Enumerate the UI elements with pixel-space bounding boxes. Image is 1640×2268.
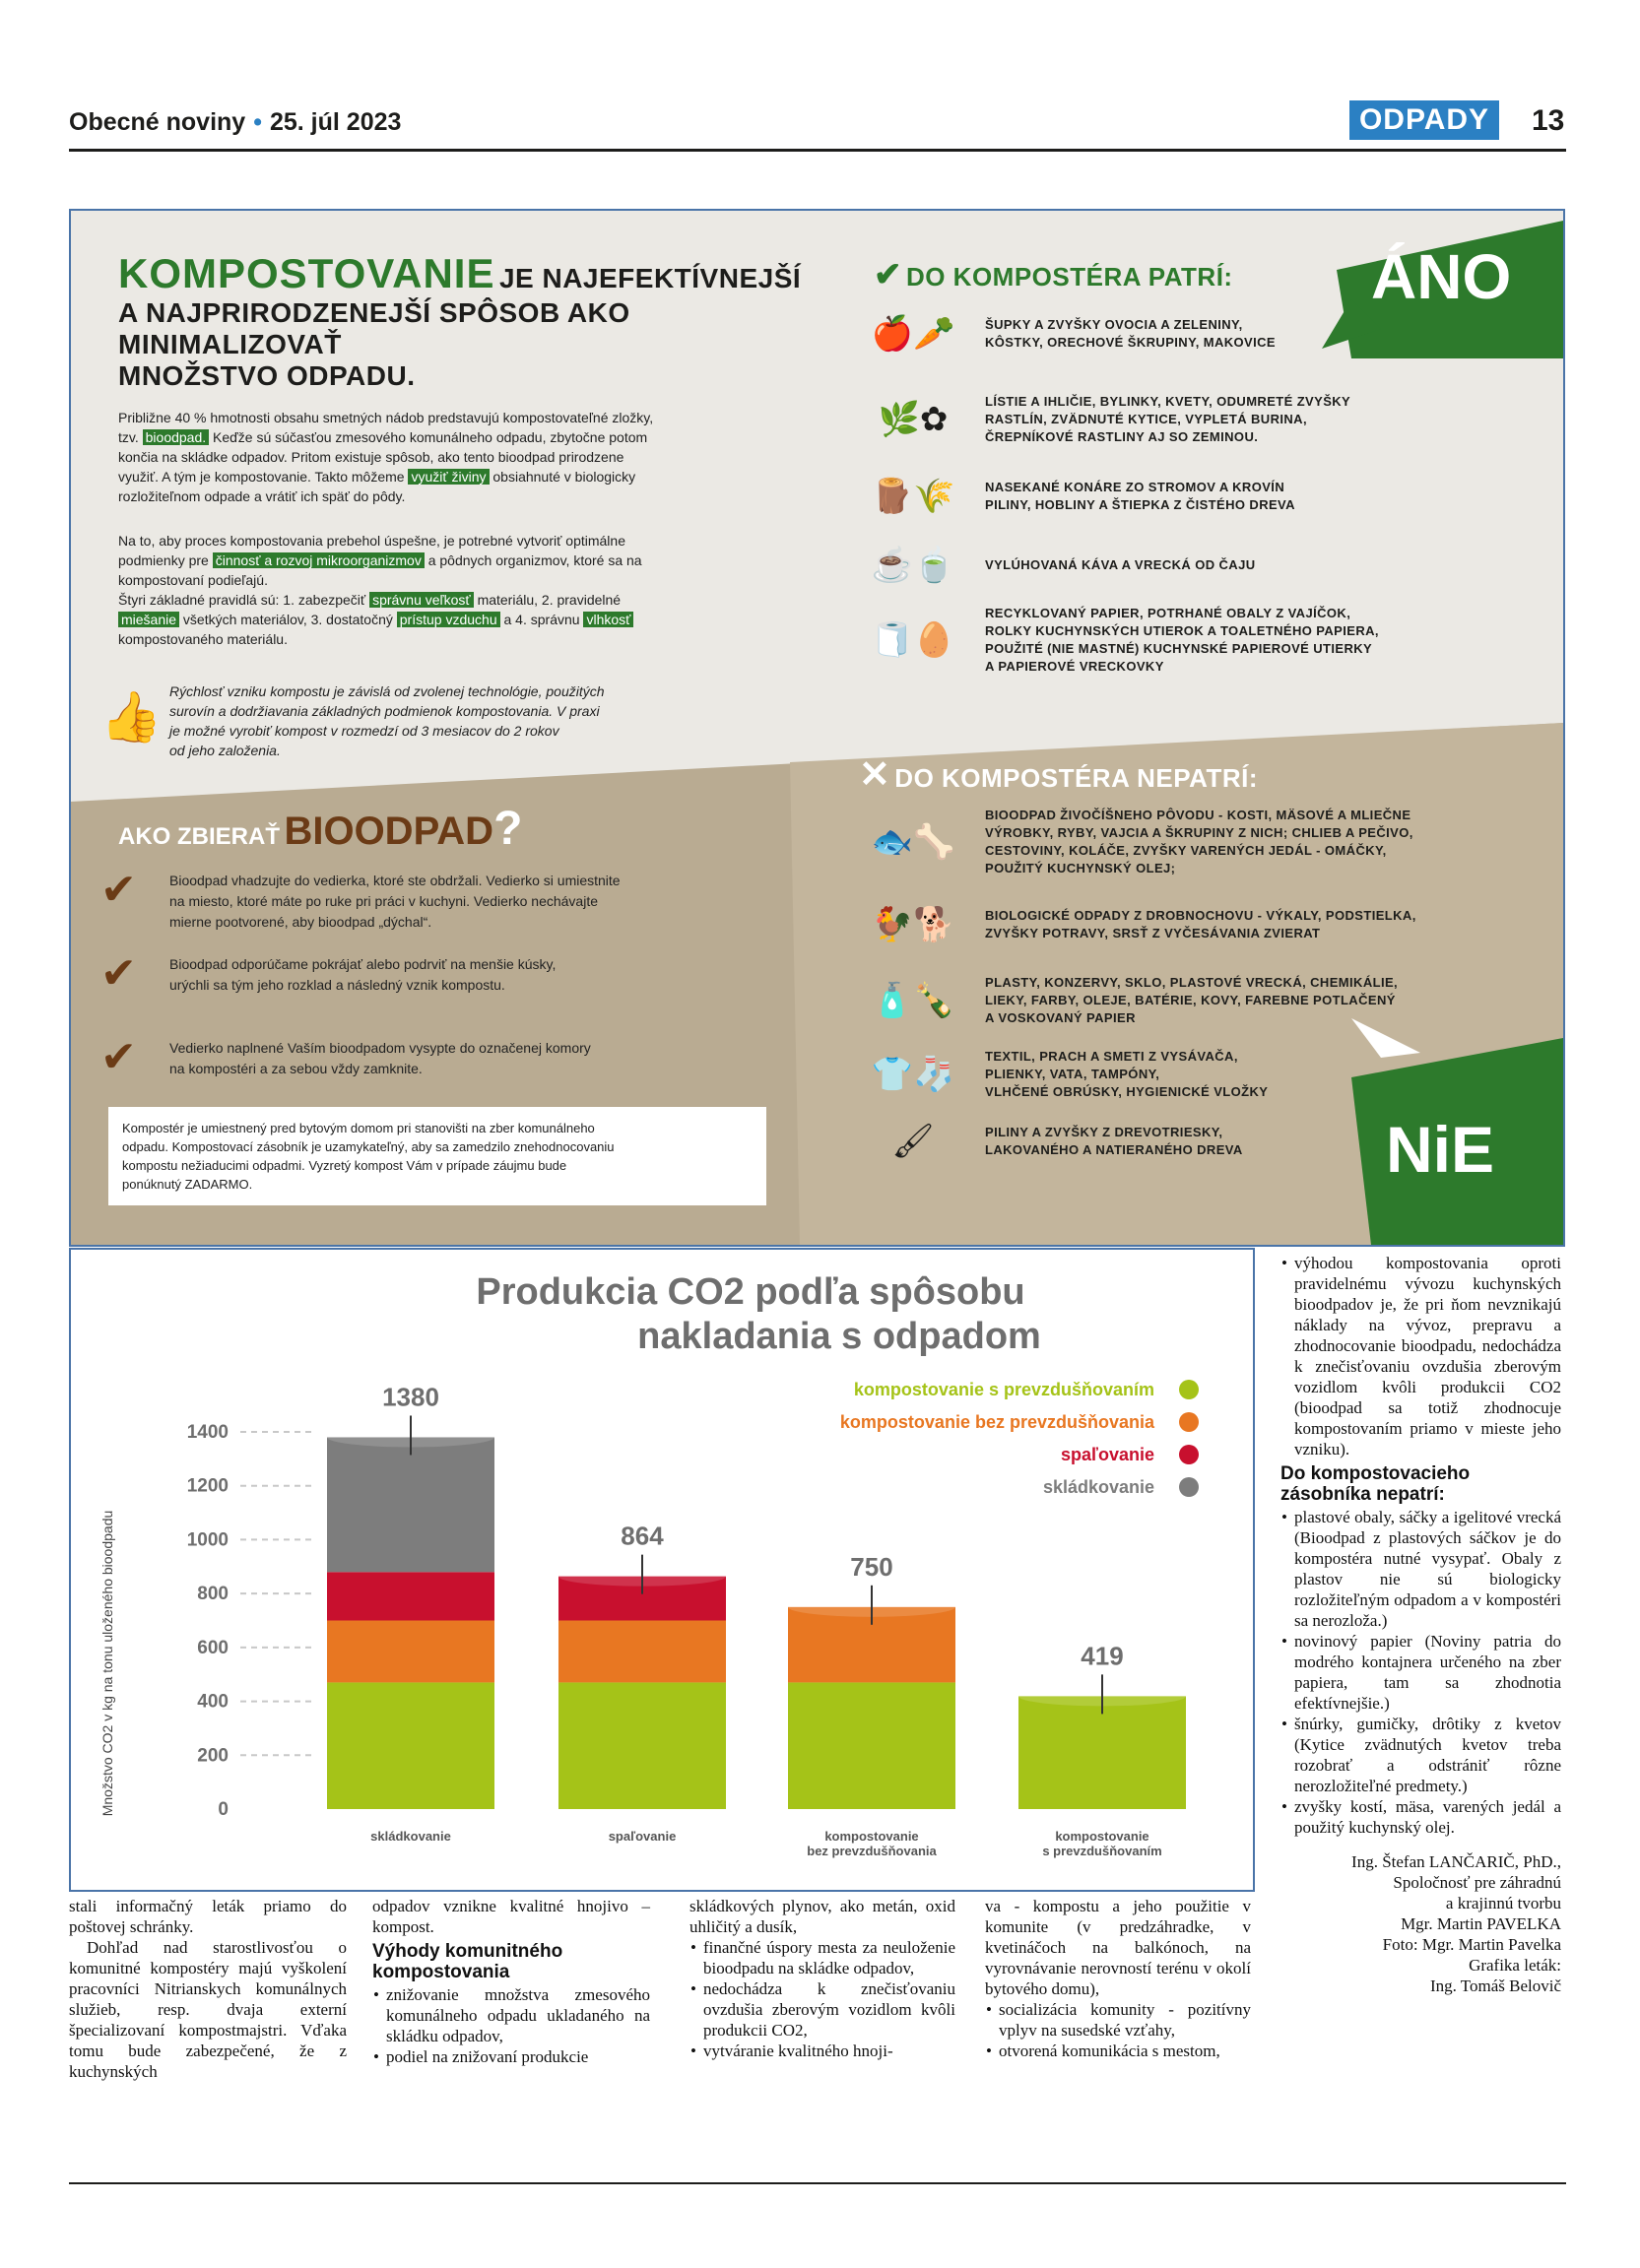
- nie-item-line: POUŽITÝ KUCHYNSKÝ OLEJ;: [985, 861, 1176, 875]
- rules-text: všetkých materiálov, 3. dostatočný: [182, 612, 393, 627]
- thumbs-up-icon: 👍: [100, 689, 163, 745]
- ano-item-line: PILINY, HOBLINY A ŠTIEPKA Z ČISTÉHO DREVA: [985, 497, 1295, 512]
- composter-note: [108, 1107, 766, 1205]
- title-line3: MNOŽSTVO ODPADU.: [118, 360, 416, 391]
- brown-check-icon: ✔: [100, 866, 137, 914]
- bar-segment: [558, 1682, 726, 1809]
- check-icon: ✔: [874, 256, 902, 293]
- bar-value-label: 1380: [382, 1382, 439, 1412]
- header-rule: [69, 149, 1566, 152]
- footer-rule: [69, 2182, 1566, 2184]
- article-paragraph: odpadov vznikne kvalitné hnojivo – kompost.: [372, 1897, 650, 1936]
- ano-item-line: POUŽITÉ (NIE MASTNÉ) KUCHYNSKÉ PAPIEROVÉ UTIERKY: [985, 641, 1373, 656]
- ano-item-line: ROLKY KUCHYNSKÝCH UTIEROK A TOALETNÉHO PAPIERA,: [985, 623, 1379, 638]
- ano-item-line: NASEKANÉ KONÁRE ZO STROMOV A KROVÍN: [985, 480, 1285, 494]
- highlight-vlhkost: vlhkosť: [583, 612, 633, 627]
- bars-group: [327, 1382, 1186, 1809]
- ano-item-text: [985, 393, 1350, 446]
- nie-heading: [859, 752, 1258, 797]
- article-bullet: • socializácia komunity - pozitívny vplyv na susedské vzťahy,: [999, 1999, 1251, 2041]
- nie-item-icon: 🖌: [891, 1123, 935, 1160]
- collect-rule-line: urýchli sa tým jeho rozklad a následný vznik kompostu.: [169, 977, 505, 993]
- rules-text: podmienky pre: [118, 552, 209, 568]
- thumb-text: je možné vyrobiť kompost v rozmedzí od 3 mesiacov do 2 rokov: [169, 723, 559, 739]
- rules-text: a pôdnych organizmov, ktoré sa na: [427, 552, 642, 568]
- ano-badge: ÁNO: [1371, 241, 1512, 312]
- collect-rule: [100, 949, 557, 998]
- nie-item-line: VÝROBKY, RYBY, VAJCIA A ŠKRUPINY Z NICH; CHLIEB A PEČIVO,: [985, 825, 1413, 840]
- bar-segment: [327, 1572, 494, 1620]
- nie-item: [859, 807, 1413, 877]
- title-kompostovanie: KOMPOSTOVANIE: [118, 250, 495, 296]
- ano-item-icon: 🧻🥚: [871, 621, 955, 659]
- nie-item-line: BIOLOGICKÉ ODPADY Z DROBNOCHOVU - VÝKALY, PODSTIELKA,: [985, 908, 1416, 923]
- collect-rule-line: Bioodpad odporúčame pokrájať alebo podrviť na menšie kúsky,: [169, 956, 557, 972]
- note-text: ponúknutý ZADARMO.: [122, 1177, 253, 1192]
- rules-text: Štyri základné pravidlá sú: 1. zabezpečiť: [118, 592, 366, 608]
- collect-rule: [100, 866, 621, 933]
- article-paragraph: skládkových plynov, ako metán, oxid uhličitý a dusík,: [689, 1897, 955, 1936]
- nie-item-icon: 👕🧦: [871, 1056, 955, 1093]
- thumb-note: [169, 681, 780, 760]
- signature-line: Ing. Štefan LANČARIČ, PhD.,: [1351, 1852, 1561, 1871]
- legend-label: kompostovanie bez prevzdušňovania: [839, 1412, 1154, 1432]
- ano-item-line: ŠUPKY A ZVYŠKY OVOCIA A ZELENINY,: [985, 317, 1243, 332]
- x-category-label: spaľovanie: [608, 1829, 677, 1844]
- signature-line: Mgr. Martin PAVELKA: [1401, 1914, 1561, 1933]
- y-axis: [187, 1422, 312, 1820]
- ano-heading-text: DO KOMPOSTÉRA PATRÍ:: [905, 262, 1233, 292]
- side-bullet: • výhodou kompostovania oproti pravidelnému vývozu kuchynských bioodpadov je, že pri ňom nevznikajú náklady na vývoz, prepravu a zhodnocovanie bioodpadu, nedochádza k znečisťovaniu ovzdušia zberovým vozidlom kvôli produkcii CO2 (bioodpad sa totiž zhodnocuje kompostovaním priamo v mieste jeho vzniku).: [1294, 1253, 1561, 1459]
- y-tick-label: 600: [197, 1637, 229, 1658]
- intro-text: využiť. A tým je kompostovanie. Takto môžeme: [118, 469, 405, 485]
- chart-title-line2: nakladania s odpadom: [637, 1316, 1041, 1357]
- x-category-label: s prevzdušňovaním: [1042, 1844, 1162, 1858]
- bar-value-label: 864: [621, 1521, 664, 1551]
- article-paragraph: va - kompostu a jeho použitie v komunite (v predzáhradke, v kvetináčoch na balkónoch, na vyrovnávanie nerovností terénu v okolí bytového domu),: [985, 1897, 1251, 1998]
- nie-item: [859, 1048, 1268, 1101]
- signature-line: Ing. Tomáš Belovič: [1429, 1976, 1561, 1995]
- highlight-miesanie: miešanie: [118, 612, 179, 627]
- article-bullet: • znižovanie množstva zmesového komunálneho odpadu ukladaného na skládku odpadov,: [386, 1984, 650, 2046]
- nie-item-text: [985, 807, 1413, 877]
- ano-item-line: ČREPNÍKOVÉ RASTLINY AJ SO ZEMINOU.: [985, 429, 1259, 444]
- collect-rule-line: mierne pootvorené, aby bioodpad „dýchal“.: [169, 914, 432, 930]
- ano-item-text: [985, 605, 1379, 676]
- collect-rule-line: Vedierko naplnené Vaším bioodpadom vysypte do označenej komory: [169, 1040, 591, 1056]
- article-bullet: • otvorená komunikácia s mestom,: [999, 2041, 1251, 2061]
- zbierat-heading-b: BIOODPAD: [284, 810, 494, 853]
- rules-text: kompostovaní podieľajú.: [118, 572, 268, 588]
- ano-item-icon: 🪵🌾: [871, 478, 955, 515]
- intro-text: Približne 40 % hmotnosti obsahu smetných nádob predstavujú kompostovateľné zložky,: [118, 410, 654, 425]
- rules-paragraph: [118, 531, 798, 649]
- ano-item-line: RECYKLOVANÝ PAPIER, POTRHANÉ OBALY Z VAJÍČOK,: [985, 606, 1351, 620]
- ano-item: [859, 393, 1350, 446]
- paper-name: Obecné noviny: [69, 108, 246, 136]
- nie-item-line: TEXTIL, PRACH A SMETI Z VYSÁVAČA,: [985, 1049, 1238, 1064]
- rules-text: kompostovaného materiálu.: [118, 631, 288, 647]
- ano-item: [859, 314, 1276, 354]
- legend-swatch: [1179, 1380, 1199, 1399]
- legend-label: kompostovanie s prevzdušňovaním: [853, 1380, 1154, 1399]
- cross-icon: ✕: [859, 754, 890, 796]
- bar-value-label: 750: [850, 1551, 893, 1582]
- newspaper-masthead: [69, 108, 401, 137]
- chart-legend: [840, 1380, 1199, 1497]
- nie-item: [859, 974, 1398, 1027]
- article-subheading: Výhody komunitného kompostovania: [372, 1941, 563, 1982]
- intro-text: tzv.: [118, 429, 139, 445]
- nie-item-text: [985, 1124, 1243, 1159]
- ano-item-text: [985, 316, 1276, 352]
- article-paragraph: stali informačný leták priamo do poštovej schránky.: [69, 1897, 347, 1936]
- leaflet-title: [118, 250, 808, 392]
- thumb-text: surovín a dodržiavania základných podmienok kompostovania. V praxi: [169, 703, 600, 719]
- collect-rule-line: na kompostéri a za sebou vždy zamknite.: [169, 1061, 423, 1076]
- intro-text: končia na skládke odpadov. Pritom existuje spôsob, ako tento bioodpad prirodzene: [118, 449, 624, 465]
- ano-item: [859, 605, 1379, 676]
- note-text: odpadu. Kompostovací zásobník je uzamykateľný, aby sa zamedzilo znehodnocovaniu: [122, 1139, 615, 1154]
- bar-segment: [327, 1437, 494, 1572]
- nie-item-line: LAKOVANÉHO A NATIERANÉHO DREVA: [985, 1142, 1243, 1157]
- article-column-2: [372, 1896, 650, 2067]
- side-bullet: • zvyšky kostí, mäsa, varených jedál a použitý kuchynský olej.: [1294, 1796, 1561, 1838]
- ano-item: [859, 546, 1256, 585]
- chart-title-line1: Produkcia CO2 podľa spôsobu: [476, 1271, 1025, 1313]
- highlight-mikroorganizmy: činnosť a rozvoj mikroorganizmov: [213, 552, 425, 568]
- nie-heading-text: DO KOMPOSTÉRA NEPATRÍ:: [894, 763, 1259, 793]
- bar-segment: [327, 1621, 494, 1683]
- article-bullet: • podiel na znižovaní produkcie: [386, 2046, 650, 2067]
- bar-segment: [558, 1621, 726, 1683]
- collect-rule-text: [169, 871, 621, 933]
- article-bullet: • nedochádza k znečisťovaniu ovzdušia zberovým vozidlom kvôli produkcii CO2,: [703, 1978, 955, 2041]
- nie-item-icon: 🧴🍾: [871, 982, 955, 1019]
- compost-leaflet: [69, 209, 1565, 1247]
- brown-check-icon: ✔: [100, 949, 137, 998]
- y-tick-label: 400: [197, 1691, 229, 1713]
- nie-item-line: A VOSKOVANÝ PAPIER: [985, 1010, 1136, 1025]
- intro-text: rozložiteľnom odpade a vrátiť ich späť do pôdy.: [118, 488, 406, 504]
- nie-item-line: LIEKY, FARBY, OLEJE, BATÉRIE, KOVY, FAREBNE POTLAČENÝ: [985, 993, 1396, 1007]
- intro-paragraph: [118, 408, 798, 506]
- brown-check-icon: ✔: [100, 1033, 137, 1081]
- article-column-1: [69, 1896, 347, 2082]
- legend-swatch: [1179, 1412, 1199, 1432]
- rules-text: Na to, aby proces kompostovania prebehol úspešne, je potrebné vytvoriť optimálne: [118, 533, 625, 549]
- legend-swatch: [1179, 1477, 1199, 1497]
- thumb-text: Rýchlosť vzniku kompostu je závislá od zvolenej technológie, použitých: [169, 683, 605, 699]
- collect-rule-text: [169, 954, 556, 996]
- nie-item-line: PLIENKY, VATA, TAMPÓNY,: [985, 1067, 1160, 1081]
- nie-item-text: [985, 974, 1398, 1027]
- nie-item-line: PILINY A ZVYŠKY Z DREVOTRIESKY,: [985, 1125, 1223, 1139]
- intro-text: obsiahnuté v biologicky: [492, 469, 636, 485]
- zbierat-heading: [118, 802, 522, 856]
- thumb-text: od jeho založenia.: [169, 743, 281, 758]
- y-tick-label: 0: [218, 1799, 229, 1820]
- ano-item-icon: 🌿✿: [878, 401, 949, 438]
- nie-item-line: BIOODPAD ŽIVOČÍŠNEHO PÔVODU - KOSTI, MÄSOVÉ A MLIEČNE: [985, 808, 1411, 822]
- signature-line: Spoločnosť pre záhradnú: [1393, 1873, 1561, 1892]
- note-text: Kompostér je umiestnený pred bytovým domom pri stanovišti na zber komunálneho: [122, 1121, 595, 1135]
- ano-item-text: [985, 479, 1295, 514]
- ano-item-line: A PAPIEROVÉ VRECKOVKY: [985, 659, 1164, 674]
- ano-item: [859, 477, 1295, 516]
- nie-badge: NiE: [1386, 1113, 1495, 1186]
- chart-ylabel: Množstvo CO2 v kg na tonu uloženého bioodpadu: [99, 1510, 115, 1817]
- x-category-label: bez prevzdušňovania: [807, 1844, 937, 1858]
- x-category-label: kompostovanie: [824, 1829, 919, 1844]
- nie-item: [859, 905, 1416, 944]
- intro-text: Keďže sú súčasťou zmesového komunálneho odpadu, zbytočne potom: [213, 429, 648, 445]
- collect-rule: [100, 1033, 591, 1081]
- x-category-label: kompostovanie: [1055, 1829, 1149, 1844]
- co2-chart: [69, 1248, 1255, 1892]
- ano-item-text: [985, 556, 1256, 574]
- highlight-bioodpad: bioodpad.: [143, 429, 210, 445]
- bar-segment: [788, 1682, 955, 1809]
- nie-item-line: ZVYŠKY POTRAVY, SRSŤ Z VYČESÁVANIA ZVIERAT: [985, 926, 1321, 940]
- ano-heading: [874, 255, 1233, 294]
- collect-rule-line: Bioodpad vhadzujte do vedierka, ktoré ste obdržali. Vedierko si umiestnite: [169, 873, 621, 888]
- collect-rule-line: na miesto, ktoré máte po ruke pri práci v kuchyni. Vedierko nechávajte: [169, 893, 598, 909]
- ano-item-icon: ☕🍵: [871, 547, 955, 584]
- zbierat-question-mark: ?: [493, 803, 523, 855]
- x-category-label: skládkovanie: [370, 1829, 451, 1844]
- legend-swatch: [1179, 1445, 1199, 1464]
- note-text: kompostu nežiaducimi odpadmi. Vyzretý kompost Vám v prípade záujmu bude: [122, 1158, 567, 1173]
- nie-item-icon: 🐓🐕: [871, 906, 955, 943]
- side-bullet: • plastové obaly, sáčky a igelitové vrecká (Bioodpad z plastových sáčkov je do kompostéra nutné vysypať. Obaly z plastov nie sú biologicky rozložiteľným odpadom a v kompostéri sa nerozloža.): [1294, 1507, 1561, 1631]
- nie-item-text: [985, 1048, 1268, 1101]
- nie-item: [859, 1122, 1243, 1161]
- signature: [1280, 1851, 1561, 1996]
- article-paragraph: Dohľad nad starostlivosťou o komunitné kompostéry majú vyškolení pracovníci Nitrianskych komunálnych služieb, resp. dvaja externí špecializovaní kompostmajstri. Vďaka tomu bude zabezpečené, že z kuchynských: [69, 1938, 347, 2081]
- side-heading: Do kompostovacieho zásobníka nepatrí:: [1280, 1463, 1471, 1505]
- zbierat-heading-a: AKO ZBIERAŤ: [118, 823, 280, 850]
- collect-rule-text: [169, 1038, 591, 1079]
- highlight-velkost: správnu veľkosť: [369, 592, 474, 608]
- page-number: 13: [1532, 104, 1565, 137]
- article-column-3: [689, 1896, 955, 2061]
- section-label: ODPADY: [1349, 100, 1499, 140]
- ano-item-icon: 🍎🥕: [871, 315, 955, 353]
- y-tick-label: 200: [197, 1745, 229, 1767]
- ano-item-line: LÍSTIE A IHLIČIE, BYLINKY, KVETY, ODUMRETÉ ZVYŠKY: [985, 394, 1351, 409]
- ano-item-line: KÔSTKY, ORECHOVÉ ŠKRUPINY, MAKOVICE: [985, 335, 1276, 350]
- rules-text: materiálu, 2. pravidelné: [477, 592, 622, 608]
- highlight-vzduch: prístup vzduchu: [397, 612, 500, 627]
- issue-date: 25. júl 2023: [269, 108, 402, 136]
- side-bullet: • novinový papier (Noviny patria do modrého kontajnera určeného na zber papiera, tam sa zhodnotia efektívnejšie.): [1294, 1631, 1561, 1714]
- y-tick-label: 1000: [186, 1529, 229, 1551]
- legend-label: spaľovanie: [1061, 1445, 1154, 1464]
- ano-item-line: VYLÚHOVANÁ KÁVA A VRECKÁ OD ČAJU: [985, 557, 1256, 572]
- y-tick-label: 1400: [186, 1422, 229, 1443]
- legend-label: skládkovanie: [1042, 1477, 1154, 1497]
- side-column: [1280, 1253, 1561, 1996]
- signature-line: Grafika leták:: [1469, 1956, 1561, 1975]
- signature-line: a krajinnú tvorbu: [1445, 1894, 1561, 1912]
- y-tick-label: 1200: [186, 1475, 229, 1497]
- highlight-ziviny: využiť živiny: [408, 469, 489, 485]
- bar-segment: [327, 1682, 494, 1809]
- title-line2: A NAJPRIRODZENEJŠÍ SPÔSOB AKO MINIMALIZOVAŤ: [118, 297, 630, 359]
- chart-canvas: [71, 1250, 1253, 1890]
- nie-item-line: CESTOVINY, KOLÁČE, ZVYŠKY VARENÝCH JEDÁL - OMÁČKY,: [985, 843, 1387, 858]
- nie-item-line: VLHČENÉ OBRÚSKY, HYGIENICKÉ VLOŽKY: [985, 1084, 1269, 1099]
- x-axis-labels: [370, 1829, 1162, 1858]
- nie-item-text: [985, 907, 1416, 942]
- y-tick-label: 800: [197, 1584, 229, 1605]
- ano-item-line: RASTLÍN, ZVÄDNUTÉ KYTICE, VYPLETÁ BURINA,: [985, 412, 1307, 426]
- nie-item-line: PLASTY, KONZERVY, SKLO, PLASTOVÉ VRECKÁ, CHEMIKÁLIE,: [985, 975, 1399, 990]
- signature-line: Foto: Mgr. Martin Pavelka: [1382, 1935, 1561, 1954]
- article-bullet: • vytváranie kvalitného hnoji-: [703, 2041, 955, 2061]
- side-bullet: • šnúrky, gumičky, drôtiky z kvetov (Kytice zvädnutých kvetov treba rozobrať a odstrániť rôzne nerozložiteľné predmety.): [1294, 1714, 1561, 1796]
- rules-text: a 4. správnu: [503, 612, 580, 627]
- bar-value-label: 419: [1081, 1641, 1124, 1671]
- article-column-4: [985, 1896, 1251, 2061]
- article-bullet: • finančné úspory mesta za neuloženie bioodpadu na skládke odpadov,: [703, 1937, 955, 1978]
- separator-dot: •: [253, 108, 262, 136]
- title-line1: JE NAJEFEKTÍVNEJŠÍ: [498, 263, 802, 293]
- nie-item-icon: 🐟🦴: [871, 823, 955, 861]
